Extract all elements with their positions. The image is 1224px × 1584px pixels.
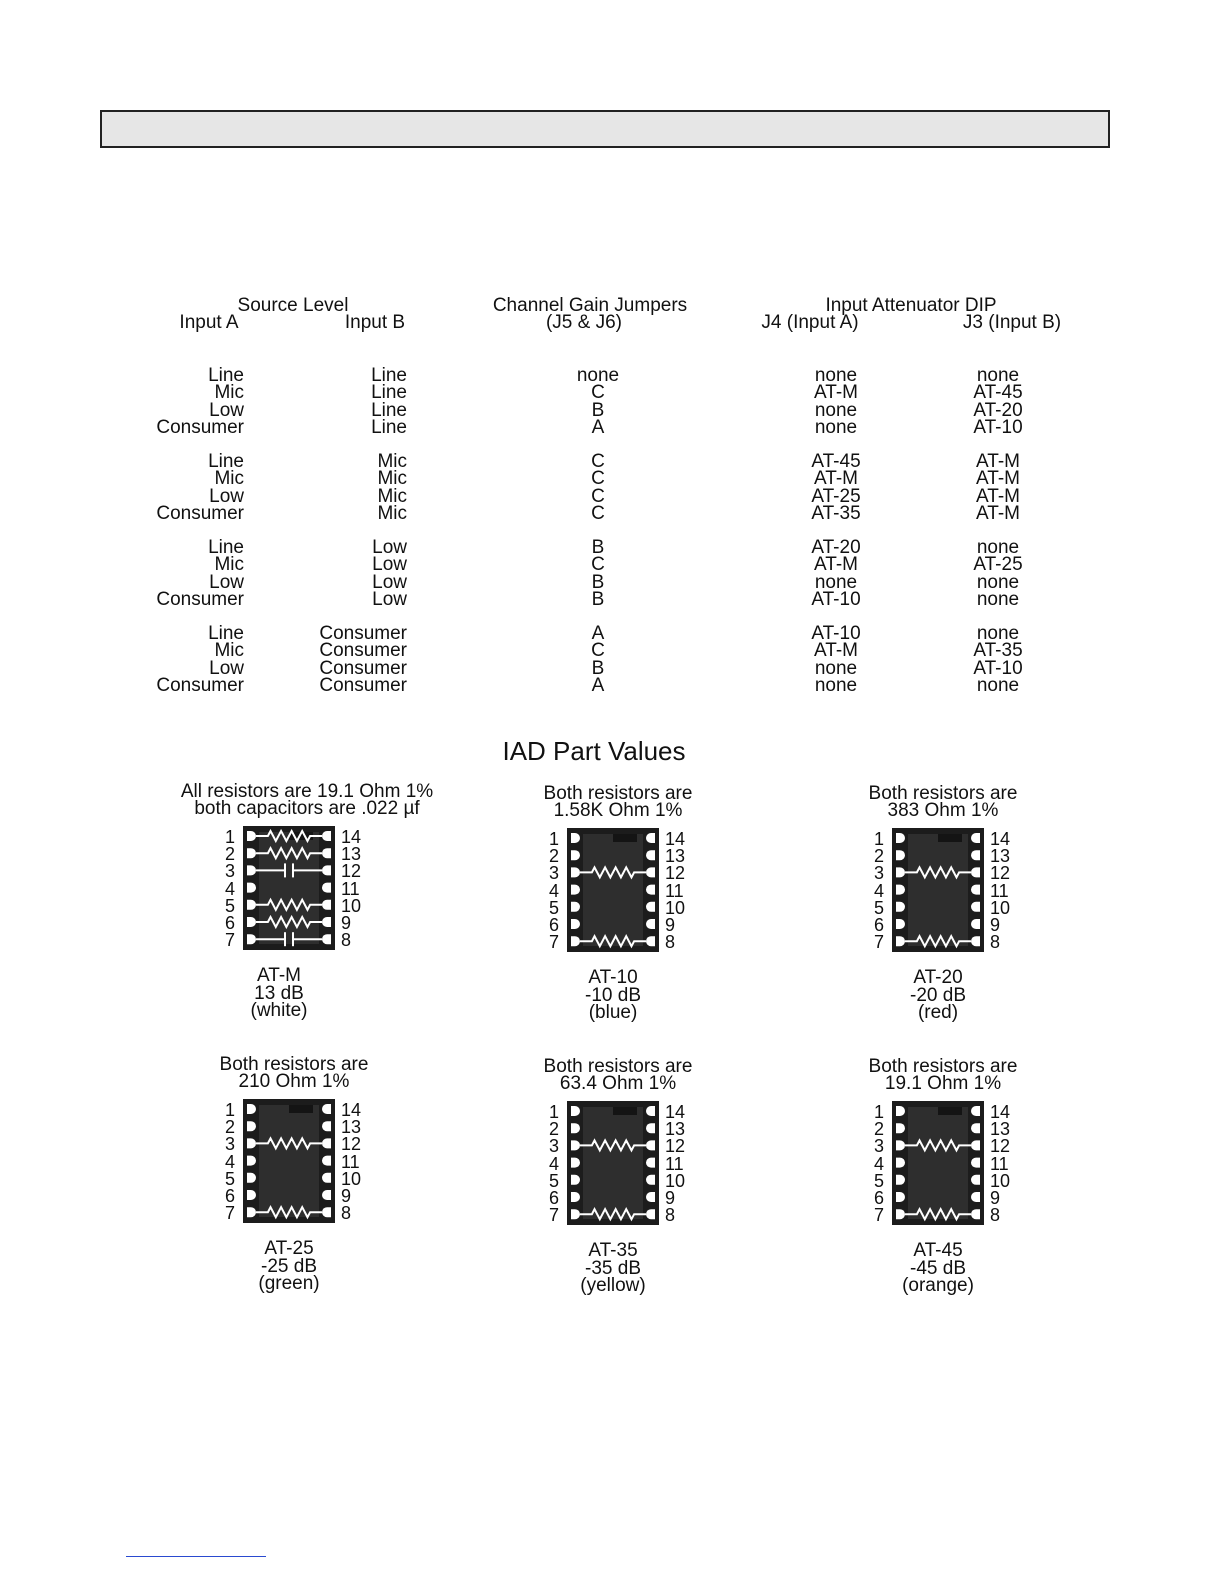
pin-number-left: 4	[225, 878, 236, 899]
cell-gain: B	[591, 537, 605, 558]
pin-number-left: 4	[874, 880, 885, 901]
pin-number-right: 8	[341, 930, 352, 951]
part-name: AT-M	[257, 965, 301, 986]
cell-j4: none	[814, 657, 858, 679]
header-gain-jumpers: Channel Gain Jumpers	[492, 295, 688, 316]
pin-number-right: 9	[341, 1186, 352, 1206]
cell-j3: AT-20	[973, 399, 1023, 421]
pin-number-right: 11	[341, 878, 360, 899]
cell-gain: C	[591, 451, 605, 472]
part-description: Both resistors are	[543, 1056, 693, 1077]
pin-number-right: 9	[665, 915, 676, 935]
cell-j4: AT-20	[811, 537, 861, 558]
cell-input-b: Low	[372, 588, 407, 610]
pin-number-right: 12	[341, 861, 362, 882]
part-name: AT-45	[913, 1240, 963, 1261]
cell-gain: A	[591, 623, 605, 644]
cell-gain: C	[591, 485, 605, 507]
part-description: All resistors are 19.1 Ohm 1%	[180, 781, 434, 802]
chip-inner	[583, 1107, 643, 1219]
part-description: 1.58K Ohm 1%	[553, 800, 683, 821]
pin-number-left: 6	[225, 913, 236, 933]
cell-j3: none	[976, 674, 1020, 696]
part-description: 210 Ohm 1%	[238, 1071, 350, 1092]
pin-number-left: 1	[549, 1102, 560, 1122]
pin-number-right: 10	[665, 1170, 686, 1191]
cell-input-b: Mic	[377, 468, 407, 490]
cell-input-b: Low	[372, 554, 407, 576]
pin-number-right: 9	[990, 915, 1001, 935]
pin-number-right: 11	[990, 880, 1009, 901]
cell-input-b: Consumer	[319, 623, 407, 644]
pin-number-right: 10	[665, 897, 686, 918]
iad-section-title: IAD Part Values	[502, 736, 686, 766]
cell-j4: AT-M	[814, 468, 858, 490]
cell-j4: none	[814, 416, 858, 438]
pin-number-right: 14	[990, 1102, 1011, 1122]
chip-inner	[583, 834, 643, 946]
pin-number-left: 1	[549, 829, 560, 849]
part-description: 63.4 Ohm 1%	[559, 1073, 677, 1094]
pin-number-left: 1	[225, 1100, 236, 1120]
part-db: -20 dB	[910, 984, 966, 1006]
cell-input-b: Mic	[377, 502, 407, 524]
pin-number-left: 5	[874, 897, 885, 918]
pin-number-left: 6	[549, 1188, 560, 1208]
pin-number-left: 5	[874, 1170, 885, 1191]
cell-gain: B	[591, 571, 605, 593]
part-description: Both resistors are	[219, 1054, 369, 1075]
cell-input-b: Consumer	[319, 674, 407, 696]
cell-gain: C	[591, 382, 605, 404]
cell-j4: AT-25	[811, 485, 861, 507]
pin-number-left: 6	[874, 915, 885, 935]
cell-j3: AT-M	[976, 502, 1020, 524]
part-db: -45 dB	[910, 1257, 966, 1279]
pin-number-left: 7	[225, 1203, 236, 1224]
pin-number-right: 10	[990, 1170, 1011, 1191]
pin-number-left: 1	[874, 1102, 885, 1122]
cell-input-a: Mic	[214, 468, 244, 490]
part-description: Both resistors are	[868, 1056, 1018, 1077]
pin-number-left: 1	[225, 827, 236, 847]
header-j3: J3 (Input B)	[962, 312, 1062, 333]
cell-j3: none	[976, 571, 1020, 593]
pin-number-right: 13	[990, 1119, 1011, 1140]
chip-inner	[908, 834, 968, 946]
chip-inner	[908, 1107, 968, 1219]
cell-gain: none	[576, 365, 620, 386]
header-source-level: Source Level	[237, 295, 349, 316]
iad-chip-at-10	[567, 828, 659, 952]
part-db: -25 dB	[261, 1255, 317, 1277]
part-db: -10 dB	[585, 984, 641, 1006]
pin-number-left: 7	[225, 930, 236, 951]
pin-number-left: 6	[225, 1186, 236, 1206]
cell-input-a: Line	[208, 365, 244, 386]
pin-number-right: 8	[990, 1205, 1001, 1226]
pin-number-right: 10	[341, 1168, 362, 1189]
iad-chip-at-25	[243, 1099, 335, 1223]
cell-gain: C	[591, 640, 605, 662]
cell-j4: none	[814, 571, 858, 593]
cell-j4: AT-M	[814, 640, 858, 662]
cell-input-a: Mic	[214, 554, 244, 576]
pin-number-right: 13	[990, 846, 1011, 867]
cell-j4: AT-45	[811, 451, 861, 472]
pin-number-right: 8	[341, 1203, 352, 1224]
pin-number-left: 3	[874, 863, 885, 884]
cell-gain: B	[591, 588, 605, 610]
part-db: 13 dB	[254, 982, 304, 1004]
chip-notch	[938, 834, 962, 842]
cell-gain: A	[591, 674, 605, 696]
cell-input-a: Line	[208, 537, 244, 558]
cell-input-a: Low	[209, 399, 244, 421]
pin-number-left: 4	[549, 1153, 560, 1174]
pin-number-right: 14	[341, 827, 362, 847]
part-color: (yellow)	[580, 1275, 646, 1296]
pin-number-left: 1	[874, 829, 885, 849]
pin-number-right: 14	[665, 1102, 686, 1122]
cell-input-a: Mic	[214, 382, 244, 404]
cell-input-a: Low	[209, 485, 244, 507]
cell-gain: C	[591, 554, 605, 576]
cell-input-b: Consumer	[319, 640, 407, 662]
cell-input-a: Low	[209, 571, 244, 593]
cell-j3: AT-10	[973, 657, 1023, 679]
pin-number-right: 12	[665, 863, 686, 884]
header-input-a: Input A	[179, 312, 239, 333]
pin-number-left: 2	[225, 844, 236, 865]
pin-number-left: 5	[225, 895, 236, 916]
part-name: AT-10	[588, 967, 638, 988]
cell-j3: none	[976, 588, 1020, 610]
pin-number-right: 12	[990, 863, 1011, 884]
cell-j3: AT-M	[976, 468, 1020, 490]
pin-number-left: 7	[549, 932, 560, 953]
part-name: AT-20	[913, 967, 963, 988]
header-gain-jumpers-sub: (J5 & J6)	[545, 312, 623, 333]
chip-notch	[613, 1107, 637, 1115]
iad-chip-at-m	[243, 826, 335, 950]
pin-number-right: 10	[990, 897, 1011, 918]
cell-j3: none	[976, 537, 1020, 558]
cell-j3: AT-M	[976, 451, 1020, 472]
pin-number-right: 9	[341, 913, 352, 933]
cell-input-a: Line	[208, 451, 244, 472]
pin-number-right: 13	[665, 846, 686, 867]
pin-number-left: 3	[549, 1136, 560, 1157]
pin-number-left: 6	[874, 1188, 885, 1208]
part-description: 383 Ohm 1%	[887, 800, 999, 821]
pin-number-right: 13	[665, 1119, 686, 1140]
pin-number-left: 5	[549, 1170, 560, 1191]
pin-number-right: 9	[990, 1188, 1001, 1208]
title-bar	[100, 110, 1110, 148]
cell-gain: A	[591, 416, 605, 438]
cell-gain: C	[591, 502, 605, 524]
pin-number-left: 6	[549, 915, 560, 935]
chip-inner	[259, 832, 319, 944]
cell-input-a: Consumer	[156, 674, 244, 696]
cell-input-b: Mic	[377, 485, 407, 507]
cell-input-b: Mic	[377, 451, 407, 472]
header-input-b: Input B	[344, 312, 406, 333]
cell-input-b: Low	[372, 571, 407, 593]
pin-number-left: 7	[874, 1205, 885, 1226]
cell-gain: B	[591, 399, 605, 421]
pin-number-right: 11	[341, 1151, 360, 1172]
cell-input-b: Low	[372, 537, 407, 558]
part-name: AT-25	[264, 1238, 314, 1259]
cell-input-a: Low	[209, 657, 244, 679]
cell-j3: none	[976, 365, 1020, 386]
pin-number-right: 12	[665, 1136, 686, 1157]
part-description: both capacitors are .022 µf	[194, 798, 420, 819]
cell-input-a: Consumer	[156, 502, 244, 524]
pin-number-left: 2	[225, 1117, 236, 1138]
iad-chip-at-20	[892, 828, 984, 952]
pin-number-right: 8	[990, 932, 1001, 953]
pin-number-left: 3	[225, 1134, 236, 1155]
part-db: -35 dB	[585, 1257, 641, 1279]
pin-number-right: 14	[665, 829, 686, 849]
cell-j4: AT-10	[811, 588, 861, 610]
pin-number-left: 4	[874, 1153, 885, 1174]
cell-j3: AT-M	[976, 485, 1020, 507]
pin-number-right: 8	[665, 1205, 676, 1226]
pin-number-left: 7	[874, 932, 885, 953]
cell-j3: AT-45	[973, 382, 1023, 404]
cell-input-b: Line	[371, 382, 407, 404]
cell-j3: none	[976, 623, 1020, 644]
pin-number-right: 14	[341, 1100, 362, 1120]
pin-number-left: 4	[549, 880, 560, 901]
cell-input-b: Line	[371, 399, 407, 421]
pin-number-left: 5	[549, 897, 560, 918]
cell-j4: none	[814, 674, 858, 696]
part-color: (green)	[258, 1273, 320, 1294]
pin-number-right: 11	[665, 1153, 684, 1174]
cell-j3: AT-35	[973, 640, 1023, 662]
cell-j4: AT-M	[814, 382, 858, 404]
pin-number-right: 13	[341, 844, 362, 865]
part-description: 19.1 Ohm 1%	[884, 1073, 1002, 1094]
cell-j4: AT-10	[811, 623, 861, 644]
pin-number-left: 5	[225, 1168, 236, 1189]
cell-input-b: Line	[371, 365, 407, 386]
pin-number-left: 3	[549, 863, 560, 884]
part-color: (orange)	[902, 1275, 974, 1296]
chip-notch	[613, 834, 637, 842]
header-j4: J4 (Input A)	[761, 312, 859, 333]
part-description: Both resistors are	[543, 783, 693, 804]
part-name: AT-35	[588, 1240, 638, 1261]
pin-number-right: 10	[341, 895, 362, 916]
pin-number-left: 3	[225, 861, 236, 882]
cell-j3: AT-10	[973, 416, 1023, 438]
cell-j3: AT-25	[973, 554, 1023, 576]
header-attenuator-dip: Input Attenuator DIP	[825, 295, 997, 316]
cell-gain: C	[591, 468, 605, 490]
iad-chip-at-35	[567, 1101, 659, 1225]
cell-input-b: Line	[371, 416, 407, 438]
cell-input-a: Consumer	[156, 416, 244, 438]
pin-number-right: 12	[990, 1136, 1011, 1157]
chip-notch	[289, 1105, 313, 1113]
pin-number-right: 14	[990, 829, 1011, 849]
pin-number-left: 7	[549, 1205, 560, 1226]
cell-input-b: Consumer	[319, 657, 407, 679]
pin-number-right: 8	[665, 932, 676, 953]
pin-number-left: 2	[549, 1119, 560, 1140]
part-description: Both resistors are	[868, 783, 1018, 804]
cell-input-a: Mic	[214, 640, 244, 662]
iad-chip-at-45	[892, 1101, 984, 1225]
cell-j4: AT-M	[814, 554, 858, 576]
pin-number-right: 11	[990, 1153, 1009, 1174]
pin-number-right: 9	[665, 1188, 676, 1208]
cell-j4: AT-35	[811, 502, 861, 524]
part-color: (red)	[917, 1002, 959, 1023]
pin-number-left: 4	[225, 1151, 236, 1172]
cell-gain: B	[591, 657, 605, 679]
pin-number-left: 3	[874, 1136, 885, 1157]
part-color: (blue)	[588, 1002, 638, 1023]
pin-number-right: 11	[665, 880, 684, 901]
footer-link-underline[interactable]	[126, 1556, 266, 1557]
pin-number-right: 13	[341, 1117, 362, 1138]
pin-number-left: 2	[549, 846, 560, 867]
pin-number-left: 2	[874, 1119, 885, 1140]
pin-number-right: 12	[341, 1134, 362, 1155]
cell-input-a: Line	[208, 623, 244, 644]
cell-input-a: Consumer	[156, 588, 244, 610]
chip-inner	[259, 1105, 319, 1217]
cell-j4: none	[814, 365, 858, 386]
chip-notch	[938, 1107, 962, 1115]
pin-number-left: 2	[874, 846, 885, 867]
part-color: (white)	[250, 1000, 308, 1021]
cell-j4: none	[814, 399, 858, 421]
